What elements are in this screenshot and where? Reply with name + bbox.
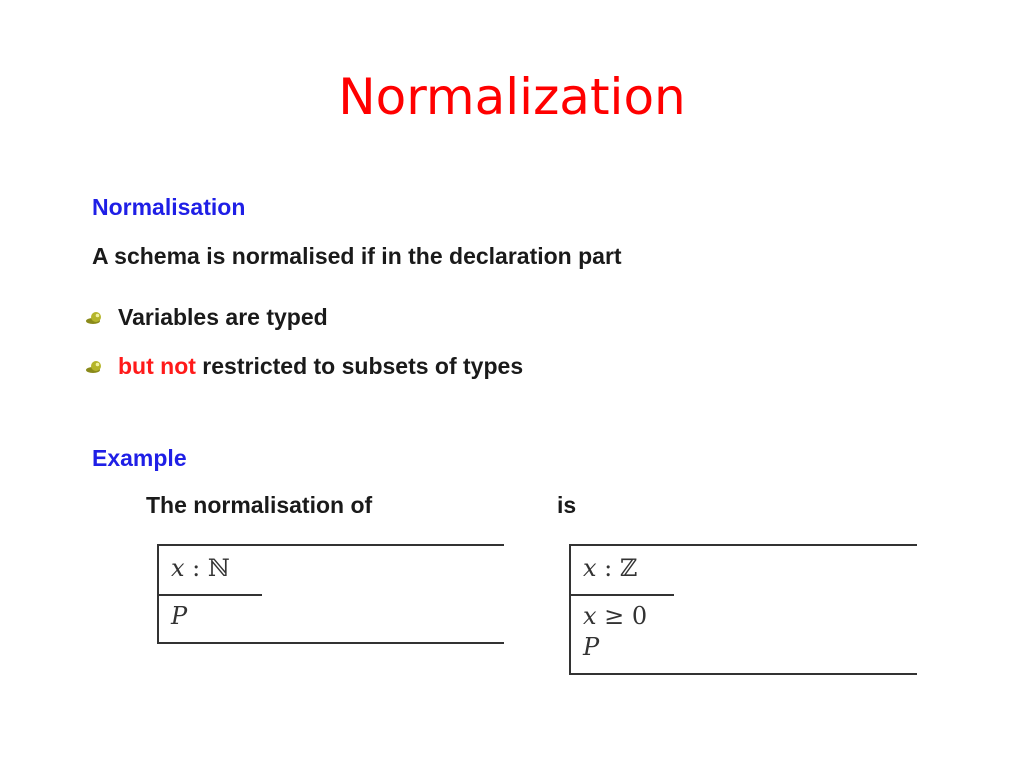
slide-title: Normalization <box>338 68 686 126</box>
highlight-text: but not <box>118 353 196 379</box>
schema-declaration: x : ℤ <box>583 554 638 582</box>
bullet-rest-text: restricted to subsets of types <box>195 353 524 379</box>
schema-declaration: x : ℕ <box>171 554 230 582</box>
definition-text: A schema is normalised if in the declaration part <box>92 243 622 269</box>
schema-predicate: P <box>171 602 188 630</box>
schema-left-rule <box>569 544 571 675</box>
schema-bottom-rule <box>157 642 504 644</box>
bullet-icon <box>84 311 104 325</box>
example-left-caption: The normalisation of <box>146 492 373 518</box>
schema-predicate-constraint: x ≥ 0 <box>583 602 648 630</box>
schema-predicate: P <box>583 633 600 661</box>
bullet-item-not-restricted <box>118 352 523 380</box>
schema-top-rule <box>569 544 917 546</box>
schema-divider <box>569 594 674 596</box>
schema-after <box>569 544 917 676</box>
schema-top-rule <box>157 544 504 546</box>
schema-before <box>157 544 504 645</box>
bullet-item-typed: Variables are typed <box>118 304 328 330</box>
example-right-caption: is <box>557 492 577 518</box>
schema-divider <box>157 594 262 596</box>
schema-bottom-rule <box>569 673 917 675</box>
example-heading: Example <box>92 445 187 471</box>
bullet-icon <box>84 360 104 374</box>
normalisation-heading: Normalisation <box>92 194 246 220</box>
